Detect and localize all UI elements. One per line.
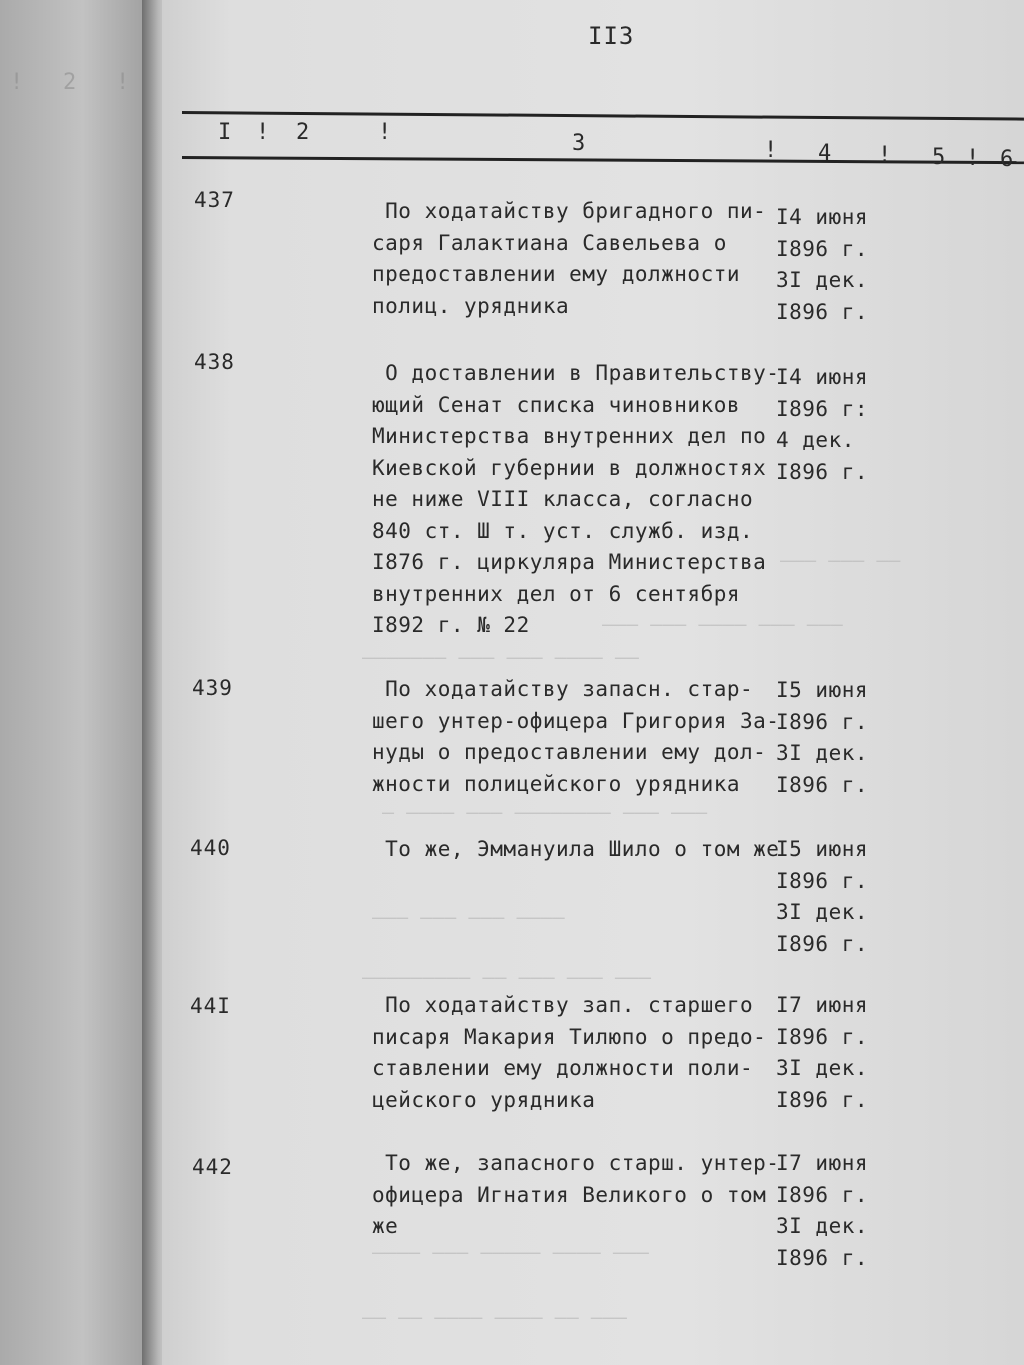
bleed-through-mark: ——— ——— ———— ——— ——— xyxy=(602,612,843,636)
entry-description-line: То же, Эммануила Шило о том же xyxy=(372,837,780,861)
bleed-through-mark: —— —— ———— ———— —— ——— xyxy=(362,1305,627,1329)
column-header-separator: ! xyxy=(878,143,892,168)
bleed-through-mark: ——— ——— ——— ———— xyxy=(372,905,565,929)
column-header-4: 4 xyxy=(818,141,832,166)
entry-date-line: I4 июня xyxy=(776,365,869,389)
entry-description-line: ставлении ему должности поли- xyxy=(372,1056,754,1080)
column-header-separator: ! xyxy=(764,138,778,163)
entry-description-line: 840 ст. Ш т. уст. служб. изд. xyxy=(372,518,754,543)
column-header-1: I xyxy=(218,120,232,145)
entry-description-line: жности полицейского урядника xyxy=(372,771,741,796)
entry-date-line: I896 г. xyxy=(776,709,869,734)
entry-description-line: предоставлении ему должности xyxy=(372,262,741,286)
column-header-2: 2 xyxy=(296,120,310,145)
bleed-through-mark: — ———— ——— ———————— ——— ——— xyxy=(382,800,708,824)
entry-description-line: По ходатайству бригадного пи- xyxy=(372,199,767,223)
column-header-3: 3 xyxy=(572,131,586,156)
entry-date-line: 4 дек. xyxy=(776,428,855,452)
bleed-through-mark: ——————— ——— ——— ———— —— xyxy=(362,645,639,669)
entry-description-line: По ходатайству зап. старшего xyxy=(372,993,754,1017)
entry-date-line: I896 г. xyxy=(776,868,869,893)
entry-number: 44I xyxy=(190,994,231,1018)
column-header-separator: ! xyxy=(966,146,980,171)
entry-date-line: 3I дек. xyxy=(776,741,869,765)
entry-date-line: I4 июня xyxy=(776,205,869,229)
entry-number: 439 xyxy=(192,676,233,700)
entry-description-line: I892 г. № 22 xyxy=(372,613,530,637)
entry-date-line: 3I дек. xyxy=(776,900,869,924)
entry-date-line: I896 г. xyxy=(776,1182,869,1207)
entry-description-line: цейского урядника xyxy=(372,1087,596,1112)
column-header-6: 6 xyxy=(1000,147,1014,172)
bleed-through-mark: ——— ——— —— xyxy=(780,548,901,572)
entry-date-line: I7 июня xyxy=(776,1151,869,1175)
entry-date-line: I896 г. xyxy=(776,1245,869,1270)
page-number: II3 xyxy=(588,22,635,50)
entry-number: 438 xyxy=(194,350,235,374)
facing-page-ghost-mark: ! 2 ! xyxy=(10,70,130,95)
entry-description-line: нуды о предоставлении ему дол- xyxy=(372,740,767,764)
entry-description-line: О доставлении в Правительству- xyxy=(372,361,780,385)
entry-description-line: не ниже VIII класса, согласно xyxy=(372,487,754,511)
bleed-through-mark: ———— ——— ————— ———— ——— xyxy=(372,1240,649,1264)
entry-description-line: Киевской губернии в должностях xyxy=(372,455,767,480)
entry-date-line: 3I дек. xyxy=(776,1056,869,1080)
entry-number: 442 xyxy=(192,1155,233,1179)
entry-date-line: I896 г. xyxy=(776,459,869,484)
entry-description-line: шего унтер-офицера Григория За- xyxy=(372,708,780,733)
entry-number: 437 xyxy=(194,188,235,212)
entry-description-line: полиц. урядника xyxy=(372,293,570,318)
entry-description-line: Министерства внутренних дел по xyxy=(372,424,767,448)
entry-description-line: же xyxy=(372,1214,399,1238)
entry-date-line: I5 июня xyxy=(776,837,869,861)
entry-description-line: ющий Сенат списка чиновников xyxy=(372,392,741,417)
facing-page-edge xyxy=(0,0,150,1365)
column-header-separator: ! xyxy=(256,120,270,145)
entry-date-line: I896 г. xyxy=(776,772,869,797)
entry-date-line: I896 г. xyxy=(776,236,869,261)
entry-date-line: 3I дек. xyxy=(776,1214,869,1238)
entry-number: 440 xyxy=(190,836,231,860)
entry-date-line: I896 г. xyxy=(776,1087,869,1112)
entry-date-line: I7 июня xyxy=(776,993,869,1017)
entry-date-line: I896 г: xyxy=(776,396,869,421)
entry-description-line: То же, запасного старш. унтер- xyxy=(372,1151,780,1175)
entry-date-line: I5 июня xyxy=(776,678,869,702)
entry-date-line: I896 г. xyxy=(776,299,869,324)
entry-description-line: офицера Игнатия Великого о том xyxy=(372,1182,767,1207)
entry-description-line: I876 г. циркуляра Министерства xyxy=(372,550,767,574)
entry-date-line: I896 г. xyxy=(776,1024,869,1049)
bleed-through-mark: ————————— —— ——— ——— ——— xyxy=(362,965,651,989)
column-header-5: 5 xyxy=(932,145,946,170)
entry-date-line: I896 г. xyxy=(776,931,869,956)
entry-description-line: саря Галактиана Савельева о xyxy=(372,230,727,255)
column-header-separator: ! xyxy=(378,120,392,145)
entry-description-line: внутренних дел от 6 сентября xyxy=(372,581,741,606)
entry-date-line: 3I дек. xyxy=(776,268,869,292)
entry-description-line: писаря Макария Тилюпо о предо- xyxy=(372,1024,767,1049)
entry-description-line: По ходатайству запасн. стар- xyxy=(372,677,754,701)
